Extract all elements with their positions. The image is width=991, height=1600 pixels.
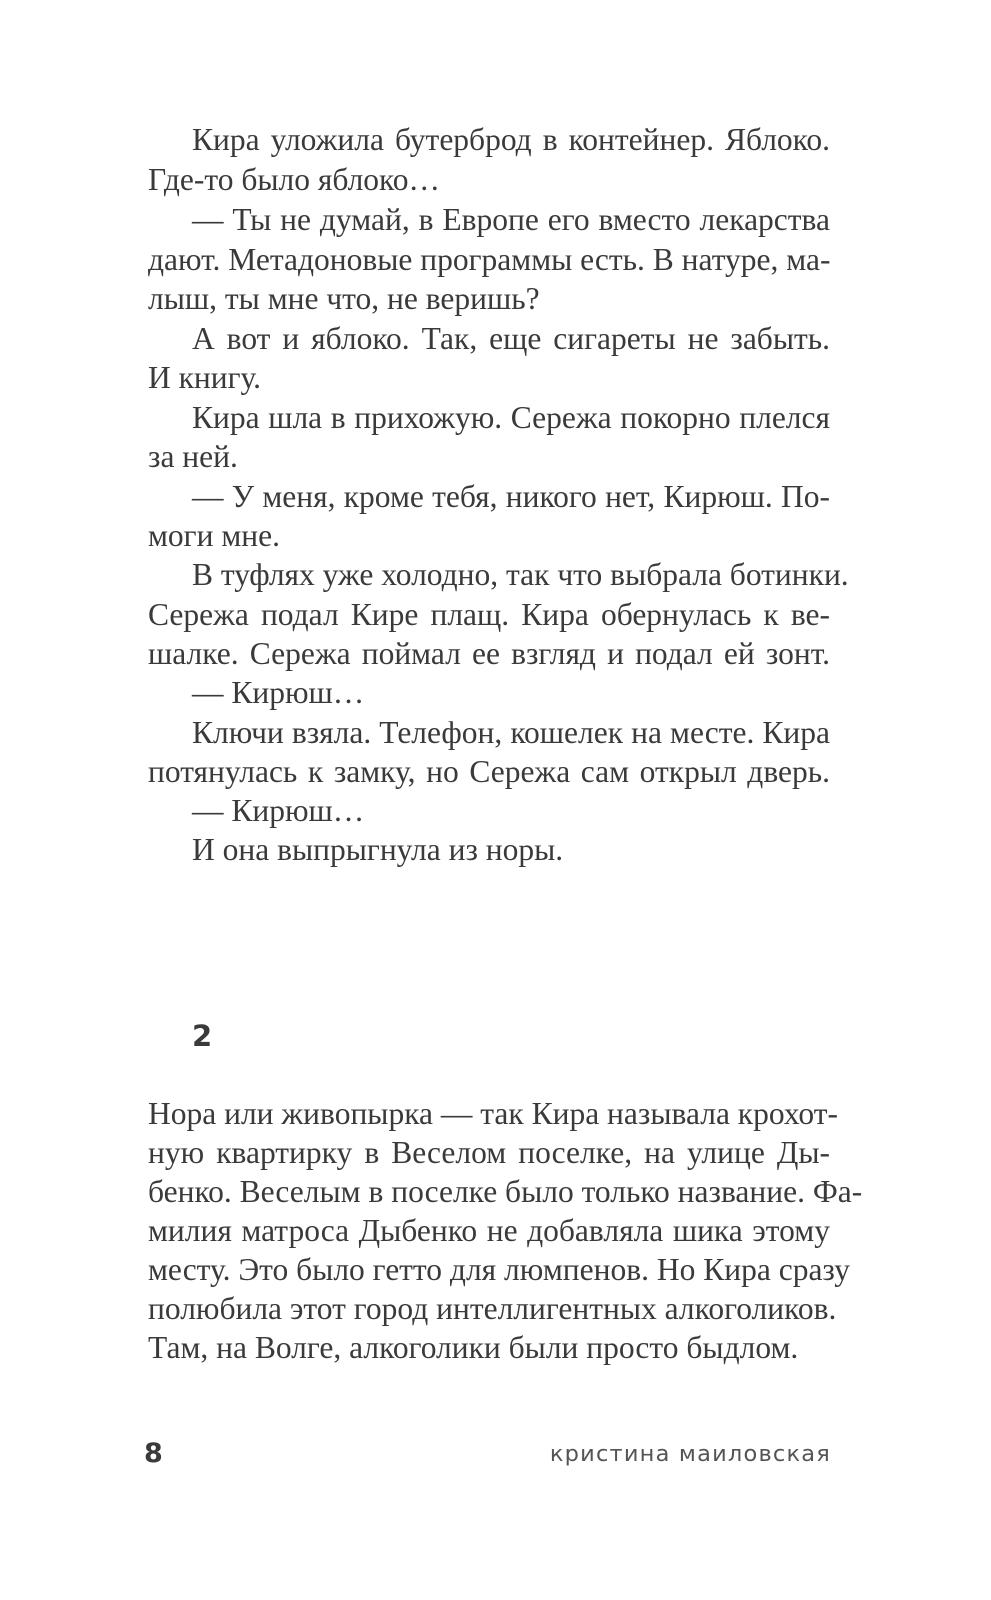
text-line: дают. Метадоновые программы есть. В натуре, ма-	[148, 242, 831, 277]
text-line: потянулась к замку, но Сережа сам открыл дверь.	[148, 754, 830, 789]
text-line: шалке. Сережа поймал ее взгляд и подал ей зонт.	[148, 636, 830, 671]
text-line: Ключи взяла. Телефон, кошелек на месте. Кира	[192, 715, 830, 750]
text-line: Нора или живопырка — так Кира называла крохот-	[148, 1096, 838, 1131]
running-head-author: кристина маиловская	[549, 1441, 831, 1467]
text-line: лыш, ты мне что, не веришь?	[148, 281, 540, 316]
text-line: — Кирюш…	[192, 675, 365, 710]
text-line: — Кирюш…	[192, 793, 365, 828]
text-line: В туфлях уже холодно, так что выбрала ботинки.	[192, 557, 849, 592]
text-line: — Ты не думай, в Европе его вместо лекарства	[192, 202, 830, 237]
text-line: за ней.	[148, 439, 238, 474]
text-line: милия матроса Дыбенко не добавляла шика этому	[148, 1213, 830, 1248]
text-line: Там, на Волге, алкоголики были просто быдлом.	[148, 1330, 799, 1365]
text-line: полюбила этот город интеллигентных алкоголиков.	[148, 1291, 837, 1326]
chapter-number: 2	[192, 1019, 213, 1053]
text-line: бенко. Веселым в поселке было только название. Фа-	[148, 1174, 863, 1209]
text-line: месту. Это было гетто для люмпенов. Но Кира сразу	[148, 1252, 850, 1287]
text-line: — У меня, кроме тебя, никого нет, Кирюш. По-	[192, 479, 830, 514]
text-line: Кира уложила бутерброд в контейнер. Яблоко.	[192, 122, 830, 157]
text-line: ную квартирку в Веселом поселке, на улице Ды-	[148, 1135, 830, 1170]
page-number: 8	[144, 1438, 163, 1469]
text-line: А вот и яблоко. Так, еще сигареты не забыть.	[192, 321, 830, 356]
text-line: И книгу.	[148, 360, 262, 395]
text-line: моги мне.	[148, 518, 280, 553]
text-line: Где-то было яблоко…	[148, 162, 441, 197]
text-line: И она выпрыгнула из норы.	[192, 832, 564, 867]
text-line: Сережа подал Кире плащ. Кира обернулась к ве-	[148, 597, 830, 632]
text-line: Кира шла в прихожую. Сережа покорно плелся	[192, 400, 830, 435]
